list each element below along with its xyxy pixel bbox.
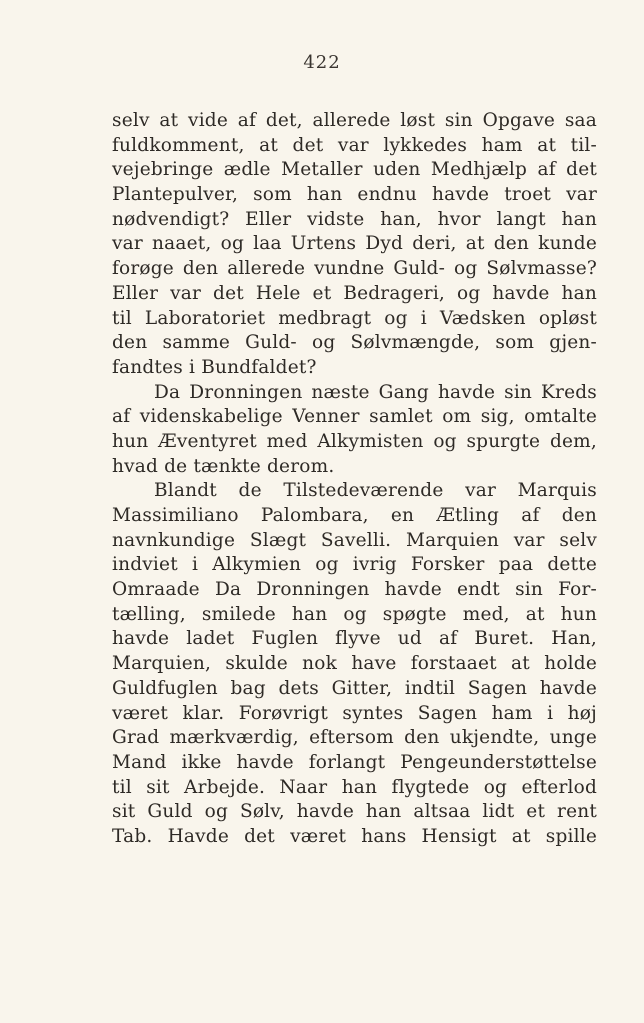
text-line: var naaet, og laa Urtens Dyd deri, at den kunde bbox=[112, 233, 597, 255]
text-line: hvad de tænkte derom. bbox=[112, 455, 335, 477]
text-line: sit Guld og Sølv, havde han altsaa lidt et rent bbox=[112, 801, 597, 823]
text-line: Plantepulver, som han endnu havde troet var bbox=[112, 184, 597, 206]
text-line: fandtes i Bundfaldet? bbox=[112, 356, 317, 378]
text-line: til Laboratoriet medbragt og i Vædsken opløst bbox=[112, 307, 597, 329]
text-line: Grad mærkværdig, eftersom den ukjendte, unge bbox=[112, 727, 597, 749]
text-line: vejebringe ædle Metaller uden Medhjælp af det bbox=[112, 159, 597, 181]
text-line: været klar. Forøvrigt syntes Sagen ham i høj bbox=[112, 702, 597, 724]
body-text bbox=[112, 109, 597, 850]
text-line: af videnskabelige Venner samlet om sig, omtalte bbox=[112, 406, 597, 428]
text-line: forøge den allerede vundne Guld- og Sølvmasse? bbox=[112, 258, 597, 280]
text-line: Mand ikke havde forlangt Pengeunderstøttelse bbox=[112, 751, 597, 773]
text-line: havde ladet Fuglen flyve ud af Buret. Han, bbox=[112, 628, 597, 650]
text-line: Omraade Da Dronningen havde endt sin For- bbox=[112, 579, 597, 601]
text-line: Tab. Havde det været hans Hensigt at spille bbox=[112, 825, 597, 847]
text-line: hun Æventyret med Alkymisten og spurgte dem, bbox=[112, 430, 597, 452]
text-line: til sit Arbejde. Naar han flygtede og efterlod bbox=[112, 776, 597, 798]
text-line: nødvendigt? Eller vidste han, hvor langt han bbox=[112, 208, 597, 230]
text-line: indviet i Alkymien og ivrig Forsker paa dette bbox=[112, 554, 597, 576]
text-line: tælling, smilede han og spøgte med, at hun bbox=[112, 603, 597, 625]
page-number: 422 bbox=[303, 52, 341, 73]
text-line: navnkundige Slægt Savelli. Marquien var selv bbox=[112, 529, 597, 551]
text-line: Marquien, skulde nok have forstaaet at holde bbox=[112, 653, 597, 675]
text-line: Guldfuglen bag dets Gitter, indtil Sagen havde bbox=[112, 677, 597, 699]
text-line: Blandt de Tilstedeværende var Marquis bbox=[154, 480, 597, 502]
text-line: selv at vide af det, allerede løst sin Opgave saa bbox=[112, 110, 597, 131]
text-line: Massimiliano Palombara, en Ætling af den bbox=[112, 505, 597, 526]
text-line: den samme Guld- og Sølvmængde, som gjen- bbox=[112, 332, 597, 354]
text-line: fuldkomment, at det var lykkedes ham at til- bbox=[112, 134, 597, 156]
text-line: Eller var det Hele et Bedrageri, og havde han bbox=[112, 282, 597, 304]
text-line: Da Dronningen næste Gang havde sin Kreds bbox=[154, 381, 597, 403]
